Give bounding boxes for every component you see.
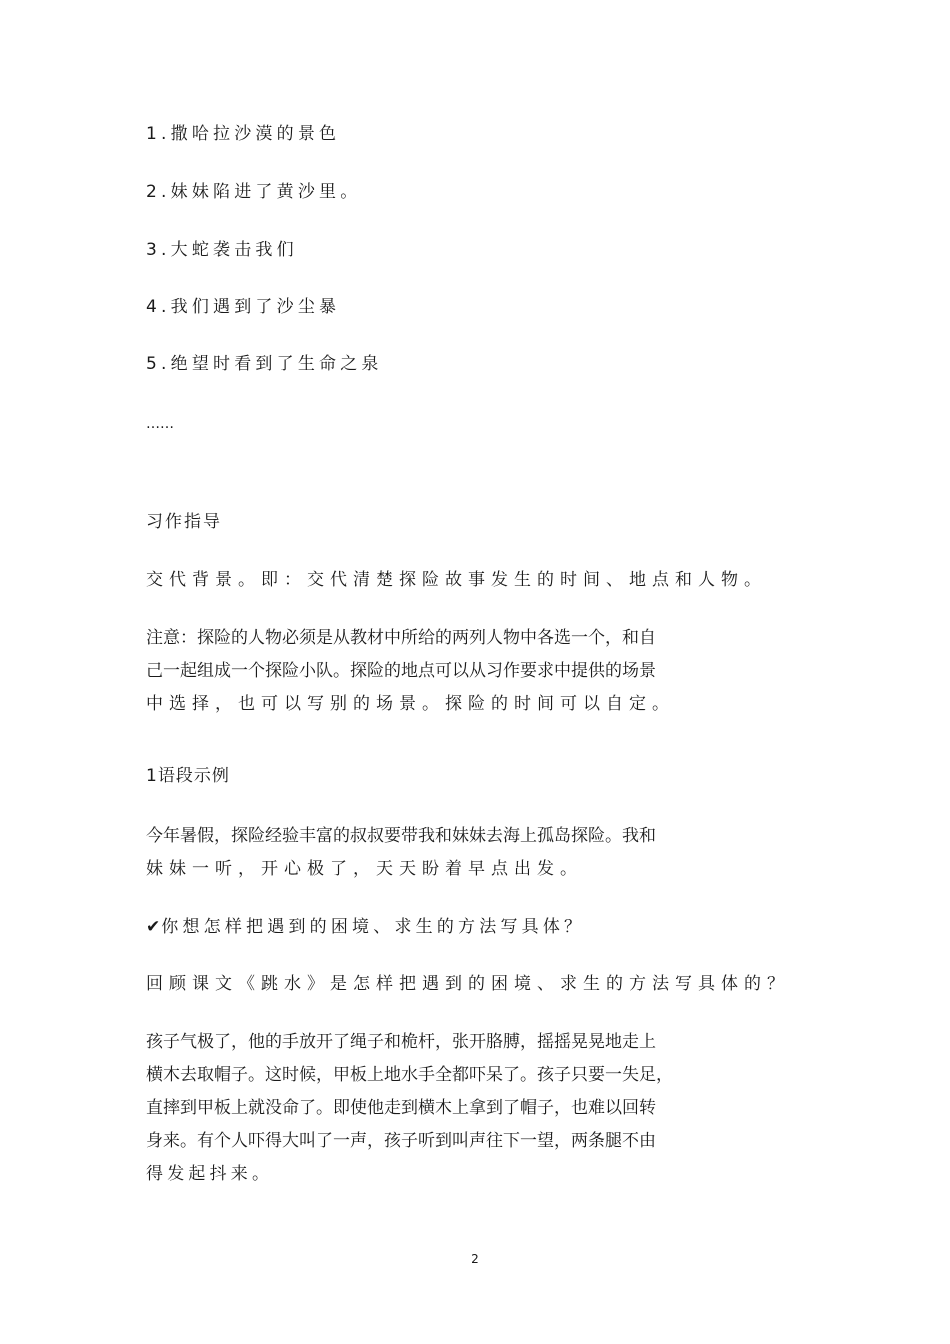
example-paragraph-line-1: 今年暑假，探险经验丰富的叔叔要带我和妹妹去海上孤岛探险。我和 — [146, 826, 656, 846]
excerpt-line-3: 直摔到甲板上就没命了。即使他走到横木上拿到了帽子，也难以回转 — [146, 1098, 656, 1118]
question-line — [146, 916, 806, 938]
excerpt-line-5: 得发起抖来。 — [146, 1164, 274, 1184]
excerpt-line-4: 身来。有个人吓得大叫了一声，孩子听到叫声往下一望，两条腿不由 — [146, 1131, 656, 1151]
list-item-1: 1.撒哈拉沙漠的景色 — [146, 124, 341, 144]
excerpt-line-1: 孩子气极了，他的手放开了绳子和桅杆，张开胳膊，摇摇晃晃地走上 — [146, 1032, 656, 1052]
list-item-3: 3.大蛇袭击我们 — [146, 240, 298, 260]
guide-note-line-3: 中选择，也可以写别的场景。探险的时间可以自定。 — [146, 694, 675, 714]
guide-note-line-1: 注意：探险的人物必须是从教材中所给的两列人物中各选一个，和自 — [146, 628, 656, 648]
excerpt-line-2: 横木去取帽子。这时候，甲板上地水手全都吓呆了。孩子只要一失足， — [146, 1065, 673, 1085]
list-item-5: 5.绝望时看到了生命之泉 — [146, 354, 383, 374]
example-review: 回顾课文《跳水》是怎样把遇到的困境、求生的方法写具体的？ — [146, 974, 790, 994]
guide-heading: 习作指导 — [146, 512, 222, 532]
check-icon: ✔ — [146, 917, 161, 937]
guide-background: 交代背景。即：交代清楚探险故事发生的时间、地点和人物。 — [146, 570, 767, 590]
list-item-4: 4.我们遇到了沙尘暴 — [146, 297, 341, 317]
list-item-2: 2.妹妹陷进了黄沙里。 — [146, 182, 362, 202]
example-paragraph-line-2: 妹妹一听，开心极了，天天盼着早点出发。 — [146, 859, 583, 879]
list-ellipsis: …… — [146, 416, 174, 432]
example-question: 你想怎样把遇到的困境、求生的方法写具体？ — [161, 917, 586, 937]
example-heading: 1语段示例 — [146, 766, 230, 786]
guide-note-line-2: 己一起组成一个探险小队。探险的地点可以从习作要求中提供的场景 — [146, 661, 656, 681]
page-number: 2 — [471, 1252, 479, 1266]
